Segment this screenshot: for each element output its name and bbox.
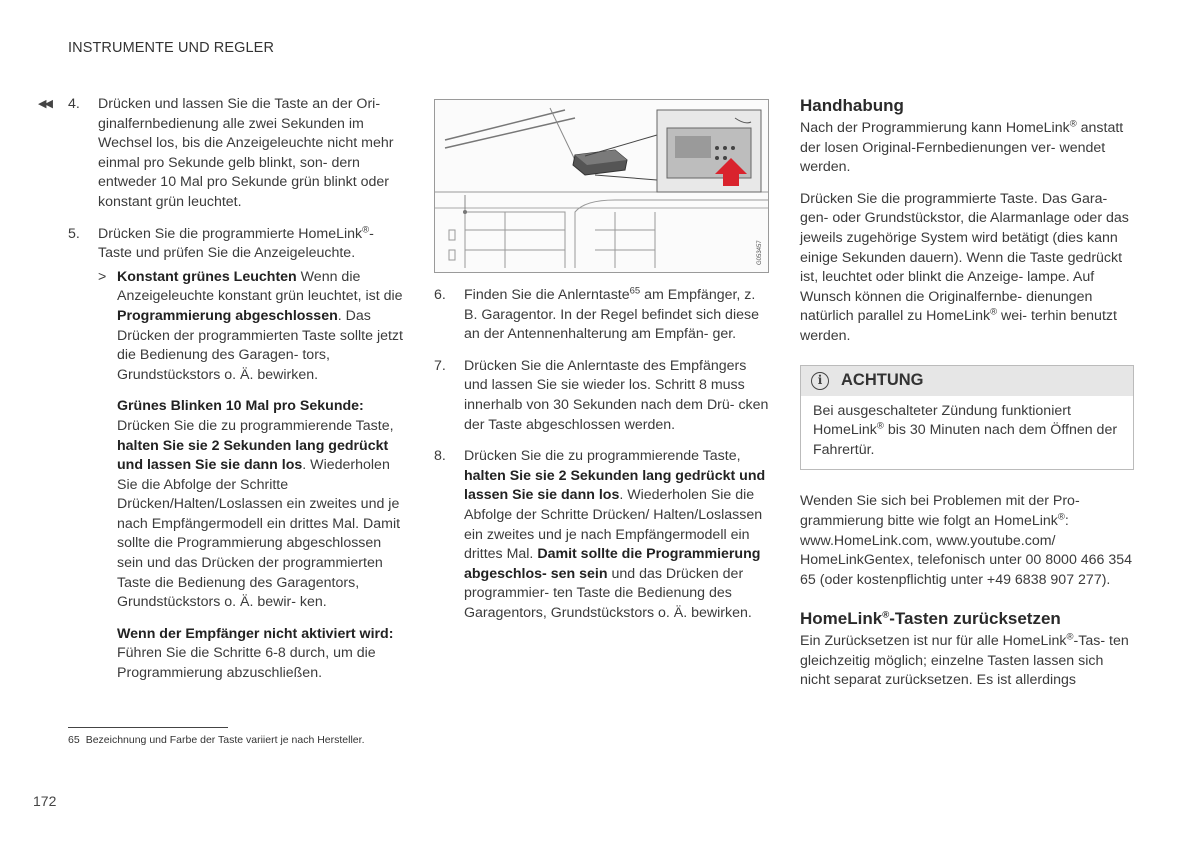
step-emphasis: Damit sollte die Programmierung abgeschlos- sen sein xyxy=(464,546,761,582)
step-text: Drücken und lassen Sie die Taste an der Ori- ginalfernbedienung alle zwei Sekunden im Wechsel los, bis die Anzeigeleuchte nicht mehr einmal pro Sekunde gelb blinkt, son- dern entweder 10 Mal pro Sekunde grün blinkt oder konstant grün leuchtet. xyxy=(98,96,394,210)
garage-door xyxy=(449,200,768,268)
paragraph-part: wei- terhin benutzt werden. xyxy=(800,308,1117,344)
step-number: 7. xyxy=(434,357,446,374)
registered-mark: ® xyxy=(990,306,998,318)
paragraph-part: Nach der Programmierung kann HomeLink xyxy=(800,120,1070,136)
result-emphasis: Programmierung abgeschlossen xyxy=(117,307,338,324)
footnote xyxy=(68,734,364,746)
step-text: Drücken Sie die Anlerntaste des Empfängers und lassen Sie sie wieder los. Schritt 8 muss innerhalb von 30 Sekunden nach dem Drü- cken der Taste abgeschlossen werden. xyxy=(464,357,769,433)
paragraph-part: anstatt der losen Original-Fernbedienungen ver- wendet werden. xyxy=(800,120,1124,176)
step-number: 5. xyxy=(68,225,80,242)
step-text-part: - Taste und prüfen Sie die Anzeigeleuchte. xyxy=(98,225,374,262)
result-text-part: Führen Sie die Schritte 6-8 durch, um die Programmierung abzuschließen. xyxy=(117,645,376,682)
heading-reset xyxy=(800,608,1134,630)
step-number: 6. xyxy=(434,287,446,303)
registered-mark: ® xyxy=(1057,511,1065,523)
result-constant-green xyxy=(98,268,403,386)
heading-part: -Tasten zurücksetzen xyxy=(889,609,1061,629)
result-heading: Grünes Blinken 10 Mal pro Sekunde: xyxy=(117,398,364,415)
garage-opener-drawing xyxy=(435,100,768,272)
paragraph-contact xyxy=(800,492,1134,590)
step-emphasis: halten Sie sie 2 Sekunden lang gedrückt und lassen Sie sie dann los xyxy=(464,467,766,504)
result-green-blink xyxy=(117,397,403,613)
step-number: 4. xyxy=(68,96,80,112)
info-icon: i xyxy=(811,372,829,390)
paragraph-part: : www.HomeLink.com, www.youtube.com/ HomeLinkGentex, telefonisch unter 00 8000 466 354 65 (oder kostenpflichtig unter +49 6838 907 277). xyxy=(800,512,1133,588)
paragraph-part: Ein Zurücksetzen ist nur für alle HomeLink xyxy=(800,633,1067,650)
step-7 xyxy=(434,357,769,435)
notice-box xyxy=(800,365,1134,471)
result-text-part: . Das Drücken der programmierten Taste sollte jetzt die Bedienung des Garagen- tors, Grundstückstors o. Ä. bewirken. xyxy=(117,307,403,383)
paragraph xyxy=(800,119,1134,178)
back-arrows-icon[interactable]: ◀◀ xyxy=(38,98,51,110)
step-8 xyxy=(434,447,769,623)
footnote-number: 65 xyxy=(68,734,80,746)
paragraph xyxy=(800,190,1134,347)
step-text-part: Drücken Sie die zu programmierende Taste, xyxy=(464,448,741,465)
opener-motor xyxy=(573,150,627,175)
step-5 xyxy=(68,225,403,386)
registered-mark: ® xyxy=(876,420,884,432)
registered-mark: ® xyxy=(1069,118,1077,130)
footnote-ref[interactable]: 65 xyxy=(629,285,641,297)
heading-handhabung: Handhabung xyxy=(800,96,904,115)
left-column xyxy=(68,95,403,696)
step-text-part: Finden Sie die Anlerntaste xyxy=(464,287,630,303)
result-text-part: Drücken Sie die zu programmierende Taste, xyxy=(117,417,394,434)
step-text-part: am Empfänger, z. B. Garagentor. In der Regel befindet sich diese an der Antennenhalterung am Empfän- ger. xyxy=(464,287,759,343)
notice-header xyxy=(801,366,1133,396)
figure-code: G053457 xyxy=(757,240,763,265)
result-heading: Konstant grünes Leuchten xyxy=(117,268,297,285)
registered-mark: ® xyxy=(882,609,890,621)
notice-text-part: bis 30 Minuten nach dem Öffnen der Fahrertür. xyxy=(813,422,1118,458)
step-text xyxy=(464,286,769,345)
footnote-text: Bezeichnung und Farbe der Taste variiert je nach Hersteller. xyxy=(85,734,365,746)
paragraph-part: Wenden Sie sich bei Problemen mit der Pro- grammierung bitte wie folgt an HomeLink xyxy=(800,493,1080,529)
result-heading: Wenn der Empfänger nicht aktiviert wird: xyxy=(117,625,394,642)
step-text-part: Drücken Sie die programmierte HomeLink xyxy=(98,225,363,242)
paragraph xyxy=(800,632,1134,691)
result-text-part: Wenn die Anzeigeleuchte konstant grün leuchtet, ist die xyxy=(117,268,403,305)
step-text xyxy=(464,447,769,623)
footnote-rule xyxy=(68,727,228,728)
step-6 xyxy=(434,286,769,345)
result-emphasis: halten Sie sie 2 Sekunden lang gedrückt und lassen Sie sie dann los xyxy=(117,437,389,474)
page-number: 172 xyxy=(33,793,57,809)
step-text-part: . Wiederholen Sie die Abfolge der Schritte Drücken/ Halten/Loslassen ein zweites und je nach Empfängermodell ein drittes Mal. xyxy=(464,487,763,563)
heading-part: HomeLink xyxy=(800,609,883,629)
step-text-part: und das Drücken der programmier- ten Taste die Bedienung des Garagentors, Grundstückstors o. Ä. bewirken. xyxy=(464,565,752,621)
paragraph-part: Drücken Sie die programmierte Taste. Das Gara- gen- oder Grundstückstor, die Alarmanlage oder das jeweils zugehörige System wird betätigt (dies kann einige Sekunden dauern). Wenn die Taste gedrückt ist, leuchtet oder blinkt die Anzeige- lampe. Auf Wunsch können die Originalfernbe- dienungen natürlich parallel zu HomeLink xyxy=(800,190,1129,325)
middle-column xyxy=(434,286,769,636)
registered-mark: ® xyxy=(1066,631,1074,643)
step-number: 8. xyxy=(434,448,446,465)
paragraph-part: -Tas- ten gleichzeitig möglich; einzelne Tasten lassen sich nicht separat zurücksetzen. Es ist allerdings xyxy=(800,633,1129,689)
notice-title: ACHTUNG xyxy=(841,370,924,389)
result-text-part: . Wiederholen Sie die Abfolge der Schritte Drücken/Halten/Loslassen ein zweites und je nach Empfängermodell ein drittes Mal. Damit sollte die Programmierung abgeschlossen sein und das Drücken der programmierten Taste die Bedienung des Garagentors, Grundstückstors o. Ä. bewir- ken. xyxy=(117,457,401,611)
notice-text xyxy=(801,396,1133,470)
result-marker: > xyxy=(98,268,107,285)
notice-text-part: Bei ausgeschalteter Zündung funktioniert HomeLink xyxy=(813,402,1071,439)
garage-opener-illustration xyxy=(434,99,769,273)
result-not-activated xyxy=(117,625,403,684)
right-column xyxy=(800,95,1134,703)
step-text xyxy=(98,225,403,386)
step-4 xyxy=(68,95,403,213)
result-text xyxy=(117,268,403,386)
section-title: INSTRUMENTE UND REGLER xyxy=(68,40,275,56)
registered-mark: ® xyxy=(362,223,370,235)
